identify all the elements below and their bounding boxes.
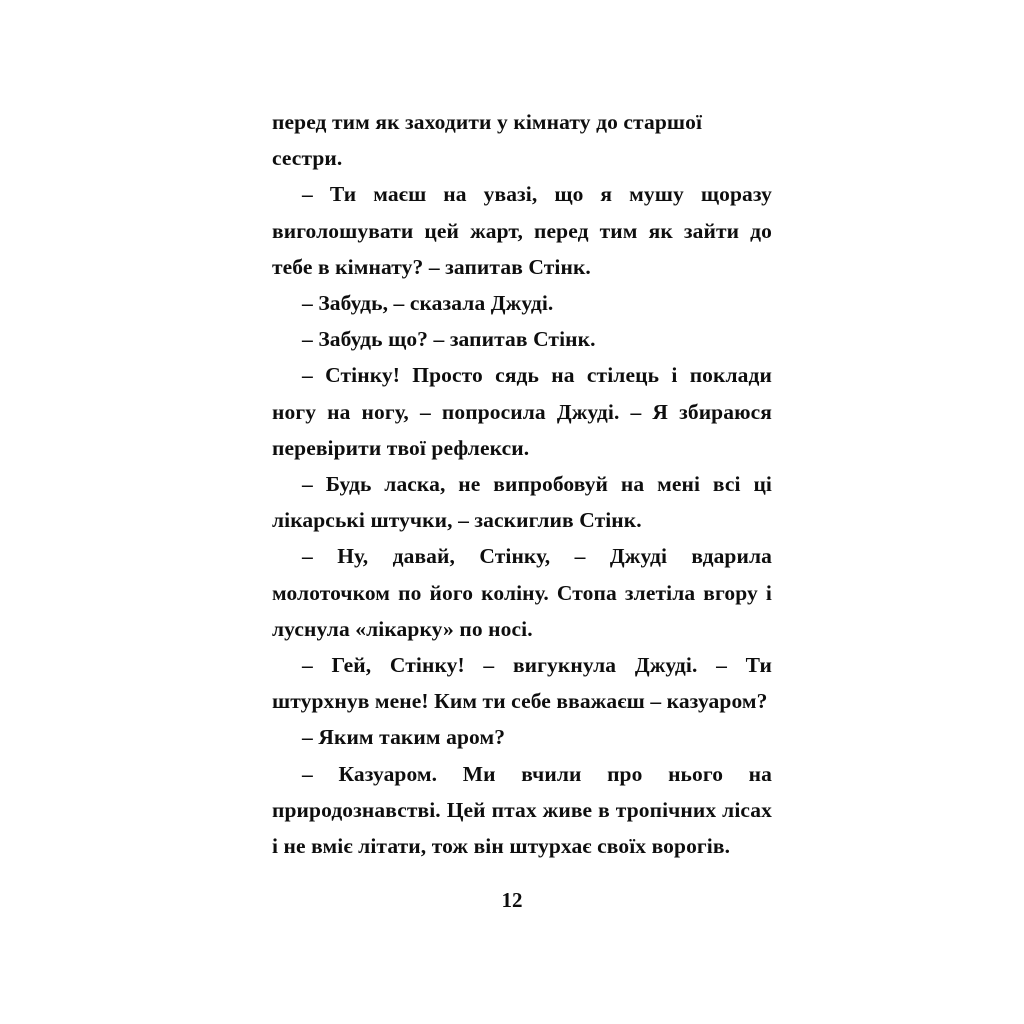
paragraph: – Забудь, – сказала Джуді. [302, 291, 554, 316]
paragraph-continuation: перед тим як заходити у кімнату до старшої сестри. [272, 110, 703, 171]
paragraph: – Казуаром. Ми вчили про нього на природознавстві. Цей птах живе в тропічних лісах і не вміє літати, тож він штурхає своїх ворогів. [272, 761, 772, 859]
page-number: 12 [501, 888, 523, 912]
paragraph: – Яким таким аром? [302, 725, 506, 750]
paragraph: – Гей, Стінку! – вигукнула Джуді. – Ти штурхнув мене! Ким ти себе вважаєш – казуаром? [272, 653, 772, 714]
body-text-column [272, 104, 772, 864]
paragraph: – Будь ласка, не випробовуй на мені всі ці лікарські штучки, – заскиглив Стінк. [272, 472, 772, 533]
paragraph: – Забудь що? – запитав Стінк. [302, 327, 596, 352]
paragraph: – Стінку! Просто сядь на стілець і поклади ногу на ногу, – попросила Джуді. – Я збираюся перевірити твої рефлекси. [272, 363, 772, 460]
paragraph: – Ти маєш на увазі, що я мушу щоразу виголошувати цей жарт, перед тим як зайти до тебе в кімнату? – запитав Стінк. [272, 182, 772, 279]
paragraph: – Ну, давай, Стінку, – Джуді вдарила молоточком по його коліну. Стопа злетіла вгору і луснула «лікарку» по носі. [272, 544, 772, 641]
